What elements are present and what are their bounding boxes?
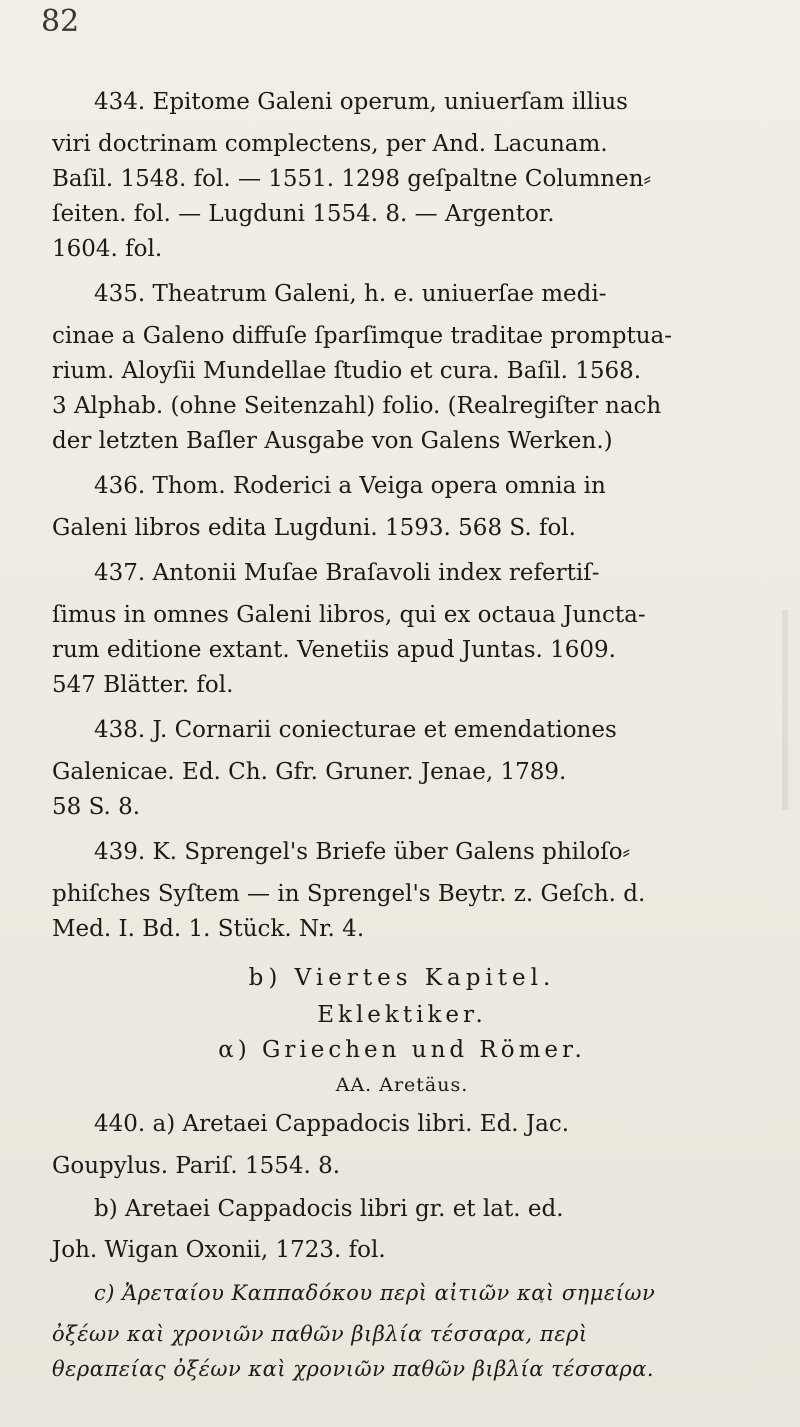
greek-line: c) Ἀρεταίου Καππαδόκου περὶ αἰτιῶν καὶ σημείων bbox=[94, 1281, 656, 1305]
chapter-heading: b) Viertes Kapitel. bbox=[248, 965, 556, 991]
entry-434 bbox=[52, 85, 752, 120]
greek-line: θεραπείας ὀξέων καὶ χρονιῶν παθῶν βιβλία τέσσαρα. bbox=[52, 1357, 655, 1381]
entry-line: 439. K. Sprengel's Briefe über Galens philoſo⸗ bbox=[94, 839, 631, 865]
entry-440 bbox=[52, 1107, 752, 1142]
entry-line: cinae a Galeno diffuſe ſparſimque traditae promptua- bbox=[52, 323, 673, 349]
entry-438 bbox=[52, 713, 752, 748]
entry-line: Galenicae. Ed. Ch. Gfr. Gruner. Jenae, 1789. bbox=[52, 759, 567, 785]
entry-436 bbox=[52, 469, 752, 504]
greek-line: ὀξέων καὶ χρονιῶν παθῶν βιβλία τέσσαρα, περὶ bbox=[52, 1322, 588, 1346]
entry-line: 58 S. 8. bbox=[52, 794, 141, 820]
page-number: 82 bbox=[41, 4, 80, 39]
entry-line: 3 Alphab. (ohne Seitenzahl) folio. (Realregiſter nach bbox=[52, 393, 662, 419]
entry-439 bbox=[52, 835, 752, 870]
entry-line: b) Aretaei Cappadocis libri gr. et lat. ed. bbox=[94, 1196, 564, 1222]
entry-line: 547 Blätter. fol. bbox=[52, 672, 234, 698]
entry-line: der letzten Baſler Ausgabe von Galens Werken.) bbox=[52, 428, 613, 454]
entry-line: Baſil. 1548. fol. — 1551. 1298 geſpaltne Columnen⸗ bbox=[52, 166, 652, 192]
entry-line: 1604. fol. bbox=[52, 236, 163, 262]
entry-437 bbox=[52, 556, 752, 591]
entry-line: viri doctrinam complectens, per And. Lacunam. bbox=[52, 131, 608, 157]
entry-line: rum editione extant. Venetiis apud Juntas. 1609. bbox=[52, 637, 616, 663]
section-heading: α) Griechen und Römer. bbox=[218, 1037, 586, 1063]
entry-line: Galeni libros edita Lugduni. 1593. 568 S. fol. bbox=[52, 515, 576, 541]
entry-435 bbox=[52, 277, 752, 312]
entry-line: Goupylus. Pariſ. 1554. 8. bbox=[52, 1153, 341, 1179]
entry-line: rium. Aloyſii Mundellae ſtudio et cura. Baſil. 1568. bbox=[52, 358, 642, 384]
entry-line: Med. I. Bd. 1. Stück. Nr. 4. bbox=[52, 916, 365, 942]
section-smallcaps: AA. Aretäus. bbox=[335, 1074, 469, 1096]
scan-speck bbox=[540, 1300, 543, 1303]
entry-line: ſimus in omnes Galeni libros, qui ex octaua Juncta- bbox=[52, 602, 646, 628]
entry-line: 435. Theatrum Galeni, h. e. uniuerſae medi- bbox=[94, 281, 607, 307]
entry-line: 440. a) Aretaei Cappadocis libri. Ed. Jac. bbox=[94, 1111, 570, 1137]
scan-speck bbox=[782, 610, 788, 810]
text-column bbox=[52, 85, 752, 1387]
entry-line: 437. Antonii Muſae Braſavoli index refertiſ- bbox=[94, 560, 600, 586]
entry-line: ſeiten. fol. — Lugduni 1554. 8. — Argentor. bbox=[52, 201, 555, 227]
entry-line: phiſches Syſtem — in Sprengel's Beytr. z. Geſch. d. bbox=[52, 881, 646, 907]
entry-line: Joh. Wigan Oxonii, 1723. fol. bbox=[52, 1237, 386, 1263]
entry-line: 438. J. Cornarii coniecturae et emendationes bbox=[94, 717, 617, 743]
entry-line: 434. Epitome Galeni operum, uniuerſam illius bbox=[94, 89, 628, 115]
chapter-subheading: Eklektiker. bbox=[317, 1002, 487, 1028]
entry-line: 436. Thom. Roderici a Veiga opera omnia in bbox=[94, 473, 606, 499]
